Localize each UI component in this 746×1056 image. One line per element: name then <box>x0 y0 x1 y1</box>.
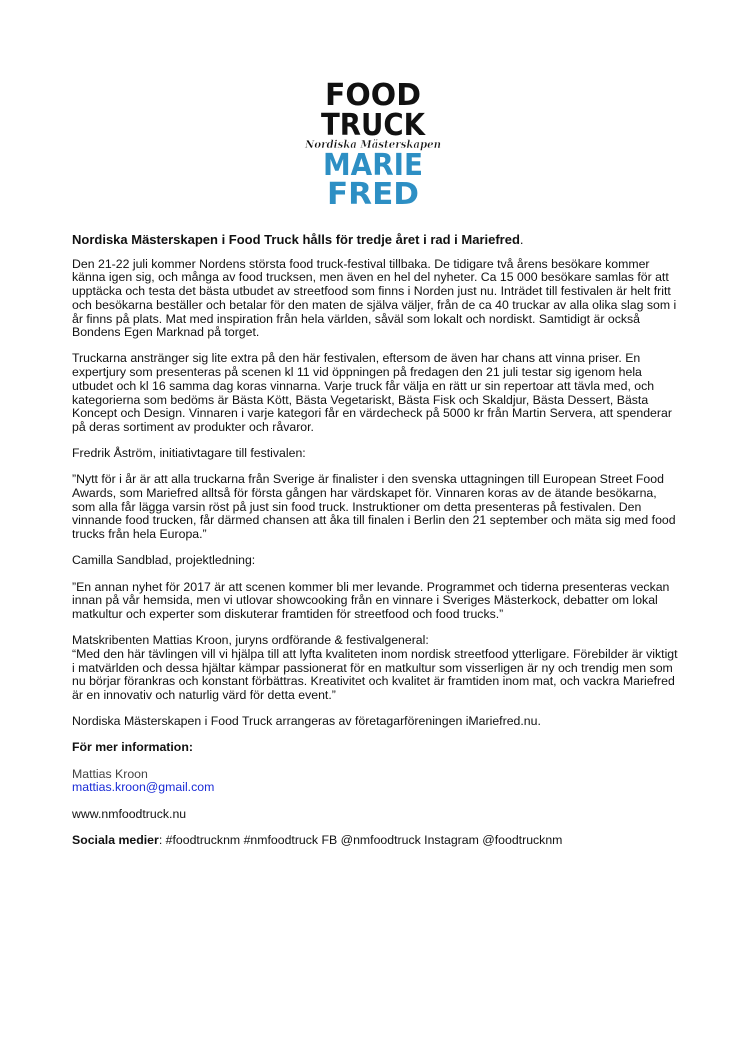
speaker-camilla: Camilla Sandblad, projektledning: <box>72 553 256 568</box>
headline-bold: Nordiska Mästerskapen i Food Truck hålls för tredje året i rad i Mariefred <box>72 232 520 247</box>
quote-fredrik: ”Nytt för i år är att alla truckarna från Sverige är finalister i den svenska uttagningen till European Street Food Awards, som Mariefred alltså för första gången har värdskapet för. Vinnaren koras av de ätande besökarna, som alla får lägga varsin röst på just sin food truck. Instruktioner om detta presenteras på festivalen. Den vinnande food trucken, får därmed chansen att åka till finalen i Berlin den 21 september och mäta sig med food trucks från hela Europa.” <box>72 472 676 542</box>
headline-period: . <box>519 232 524 247</box>
contact-block <box>72 768 678 795</box>
paragraph-organizer: Nordiska Mästerskapen i Food Truck arrangeras av företagarföreningen iMariefred.nu. <box>72 714 541 729</box>
info-heading: För mer information: <box>72 740 193 755</box>
speaker-fredrik: Fredrik Åström, initiativtagare till festivalen: <box>72 446 306 461</box>
logo-fred-text: FRED <box>327 177 419 207</box>
logo-truck-text: TRUCK <box>321 108 427 143</box>
contact-name: Mattias Kroon <box>72 766 148 781</box>
paragraph-competition: Truckarna anstränger sig lite extra på den här festivalen, eftersom de även har chans att vinna priser. En expertjury som presenteras på scenen kl 11 vid öppningen på fredagen den 21 juli testar sig igenom hela utbudet och kl 16 samma dag koras vinnarna. Varje truck får välja en rätt ur sin repertoar att tävla med, och kategorierna som bedöms är Bästa Kött, Bästa Vegetariskt, Bästa Fisk och Skaldjur, Bästa Dessert, Bästa Koncept och Design. Vinnaren i varje kategori får en värdecheck på 5000 kr från Martin Servera, att spenderar på deras sortiment av produkter och råvaror. <box>72 351 672 434</box>
logo-marie-text: MARIE <box>323 148 423 183</box>
social-media-line <box>72 834 678 848</box>
press-release-body <box>72 233 678 847</box>
quote-camilla: ”En annan nyhet för 2017 är att scenen kommer bli mer levande. Programmet och tiderna presenteras veckan innan på vår hemsida, men vi utlovar showcooking från en vinnare i Sveriges Mästerkock, debatter om lokal matkultur och experter som diskuterar framtiden för streetfood och food trucks.” <box>72 579 670 621</box>
paragraph-intro: Den 21-22 juli kommer Nordens största food truck-festival tillbaka. De tidigare två årens besökare kommer känna igen sig, och många av food trucksen, men även en hel del nyheter. Ca 15 000 besökare samlas för att upptäcka och testa det bästa utbudet av streetfood som finns i Norden just nu. Inträdet till festivalen är helt fritt och besökarna beställer och betalar för den maten de själva väljer, från de ca 40 truckar av alla olika slag som i år finns på plats. Mat med inspiration från hela världen, såväl som lokalt och nordiskt. Samtidigt är också Bondens Egen Marknad på torget. <box>72 256 677 340</box>
quote-mattias-block <box>72 634 678 703</box>
website-text: www.nmfoodtruck.nu <box>72 806 187 821</box>
logo-script-text: Nordiska Mästerskapen <box>304 138 441 151</box>
speaker-mattias: Matskribenten Mattias Kroon, juryns ordförande & festivalgeneral: <box>72 633 429 648</box>
headline <box>72 233 678 247</box>
logo-food-text: FOOD <box>325 78 421 113</box>
quote-mattias: “Med den här tävlingen vill vi hjälpa till att lyfta kvaliteten inom nordisk streetfood ytterligare. Förebilder är viktigt i matvärlden och dessa hjältar kämpar passionerat för en matkultur som visserligen är ny och trendig men som nu börjar förankras och konstant förbättras. Kreativitet och kvalitet är framtiden inom mat, och vackra Mariefred är en innovativ och naturlig värd för detta event.” <box>72 646 678 702</box>
contact-email-link[interactable]: mattias.kroon@gmail.com <box>72 780 215 795</box>
food-truck-mariefred-logo <box>303 77 443 207</box>
social-media-handles: : #foodtrucknm #nmfoodtruck FB @nmfoodtruck Instagram @foodtrucknm <box>158 832 563 847</box>
social-media-label: Sociala medier <box>72 832 159 847</box>
